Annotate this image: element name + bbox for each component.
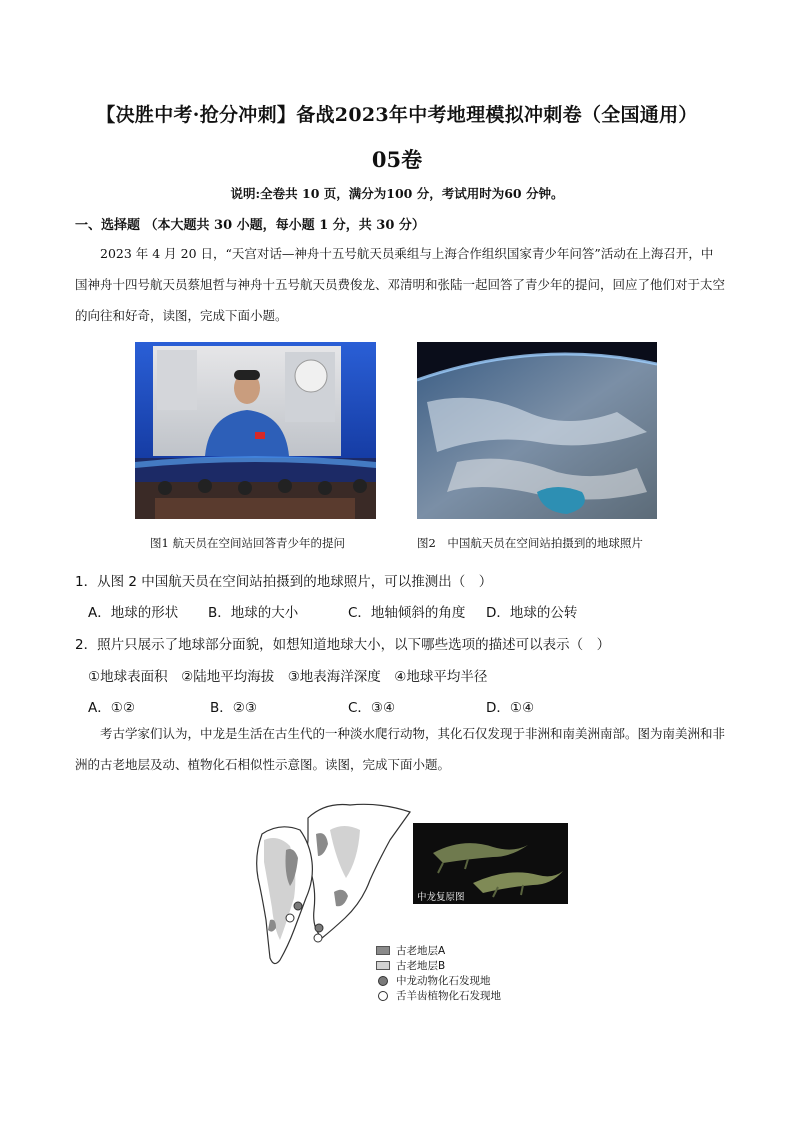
q2-option-a[interactable]: A．①②: [88, 700, 135, 716]
legend-mesosaur: [376, 973, 491, 988]
question-2: 2．照片只展示了地球部分面貌，如想知道地球大小，以下哪些选项的描述可以表示（ ）: [75, 637, 611, 653]
earth-photo-image: [417, 342, 657, 519]
question-2-items: ①地球表面积 ②陆地平均海拔 ③地表海洋深度 ④地球平均半径: [88, 669, 488, 685]
figure-1-photo: [135, 342, 376, 519]
q2-option-c[interactable]: C．③④: [348, 700, 396, 716]
astronaut-screen-image: [135, 342, 376, 519]
mesosaur-fossil-sa: [294, 902, 302, 910]
africa-outline: [308, 804, 411, 938]
legend-fern: [376, 988, 501, 1003]
mesosaur-dot-icon: [378, 976, 388, 986]
q1-option-a[interactable]: A．地球的形状: [88, 605, 179, 621]
mesosaurus-inset: [413, 823, 568, 904]
q1-option-b[interactable]: B．地球的大小: [208, 605, 299, 621]
legend-layer-b-label: 古老地层B: [396, 960, 446, 972]
inset-label: 中龙复原图: [417, 892, 465, 903]
q1-option-c[interactable]: C．地轴倾斜的角度: [348, 605, 466, 621]
layer-b-swatch-icon: [376, 961, 390, 970]
figure-1-caption: 图1 航天员在空间站回答青少年的提问: [150, 536, 345, 550]
passage-paragraph: 考古学家们认为，中龙是生活在古生代的一种淡水爬行动物，其化石仅发现于非洲和南美洲南部。图为南美洲和非洲的古老地层及动、植物化石相似性示意图。读图，完成下面小题。: [75, 726, 726, 772]
intro-paragraph: 2023 年 4 月 20 日，“天宫对话—神舟十五号航天员乘组与上海合作组织国家青少年问答”活动在上海召开，中国神舟十四号航天员蔡旭哲与神舟十五号航天员费俊龙、邓清明和张陆一起回答了青少年的提问，回应了他们对于太空的向往和好奇，读图，完成下面小题。: [75, 246, 726, 323]
legend-mesosaur-label: 中龙动物化石发现地: [396, 975, 491, 987]
legend-layer-a-label: 古老地层A: [396, 945, 446, 957]
fern-fossil-sa: [286, 914, 294, 922]
legend-layer-a: [376, 943, 445, 958]
mesosaur-fossil-africa: [315, 924, 323, 932]
legend-fern-label: 舌羊齿植物化石发现地: [396, 990, 501, 1002]
layer-a-swatch-icon: [376, 946, 390, 955]
page-title: 【决胜中考·抢分冲刺】备战2023年中考地理模拟冲刺卷（全国通用）: [96, 104, 698, 126]
q2-option-b[interactable]: B．②③: [210, 700, 257, 716]
fern-fossil-africa: [314, 934, 322, 942]
legend-layer-b: [376, 958, 445, 973]
figure-2-photo: [417, 342, 657, 519]
figure-2-caption: 图2 中国航天员在空间站拍摄到的地球照片: [417, 536, 643, 550]
question-2-options: [88, 696, 728, 716]
exam-note: 说明:全卷共 10 页，满分为100 分，考试用时为60 分钟。: [230, 186, 564, 201]
q2-option-d[interactable]: D．①④: [486, 700, 535, 716]
section-heading: 一、选择题 （本大题共 30 小题，每小题 1 分，共 30 分）: [75, 218, 425, 233]
question-1-options: [88, 601, 728, 621]
q1-option-d[interactable]: D．地球的公转: [486, 605, 578, 621]
paper-number: 05卷: [371, 147, 423, 172]
fern-dot-icon: [378, 991, 388, 1001]
question-1: 1．从图 2 中国航天员在空间站拍摄到的地球照片，可以推测出（ ）: [75, 574, 493, 590]
